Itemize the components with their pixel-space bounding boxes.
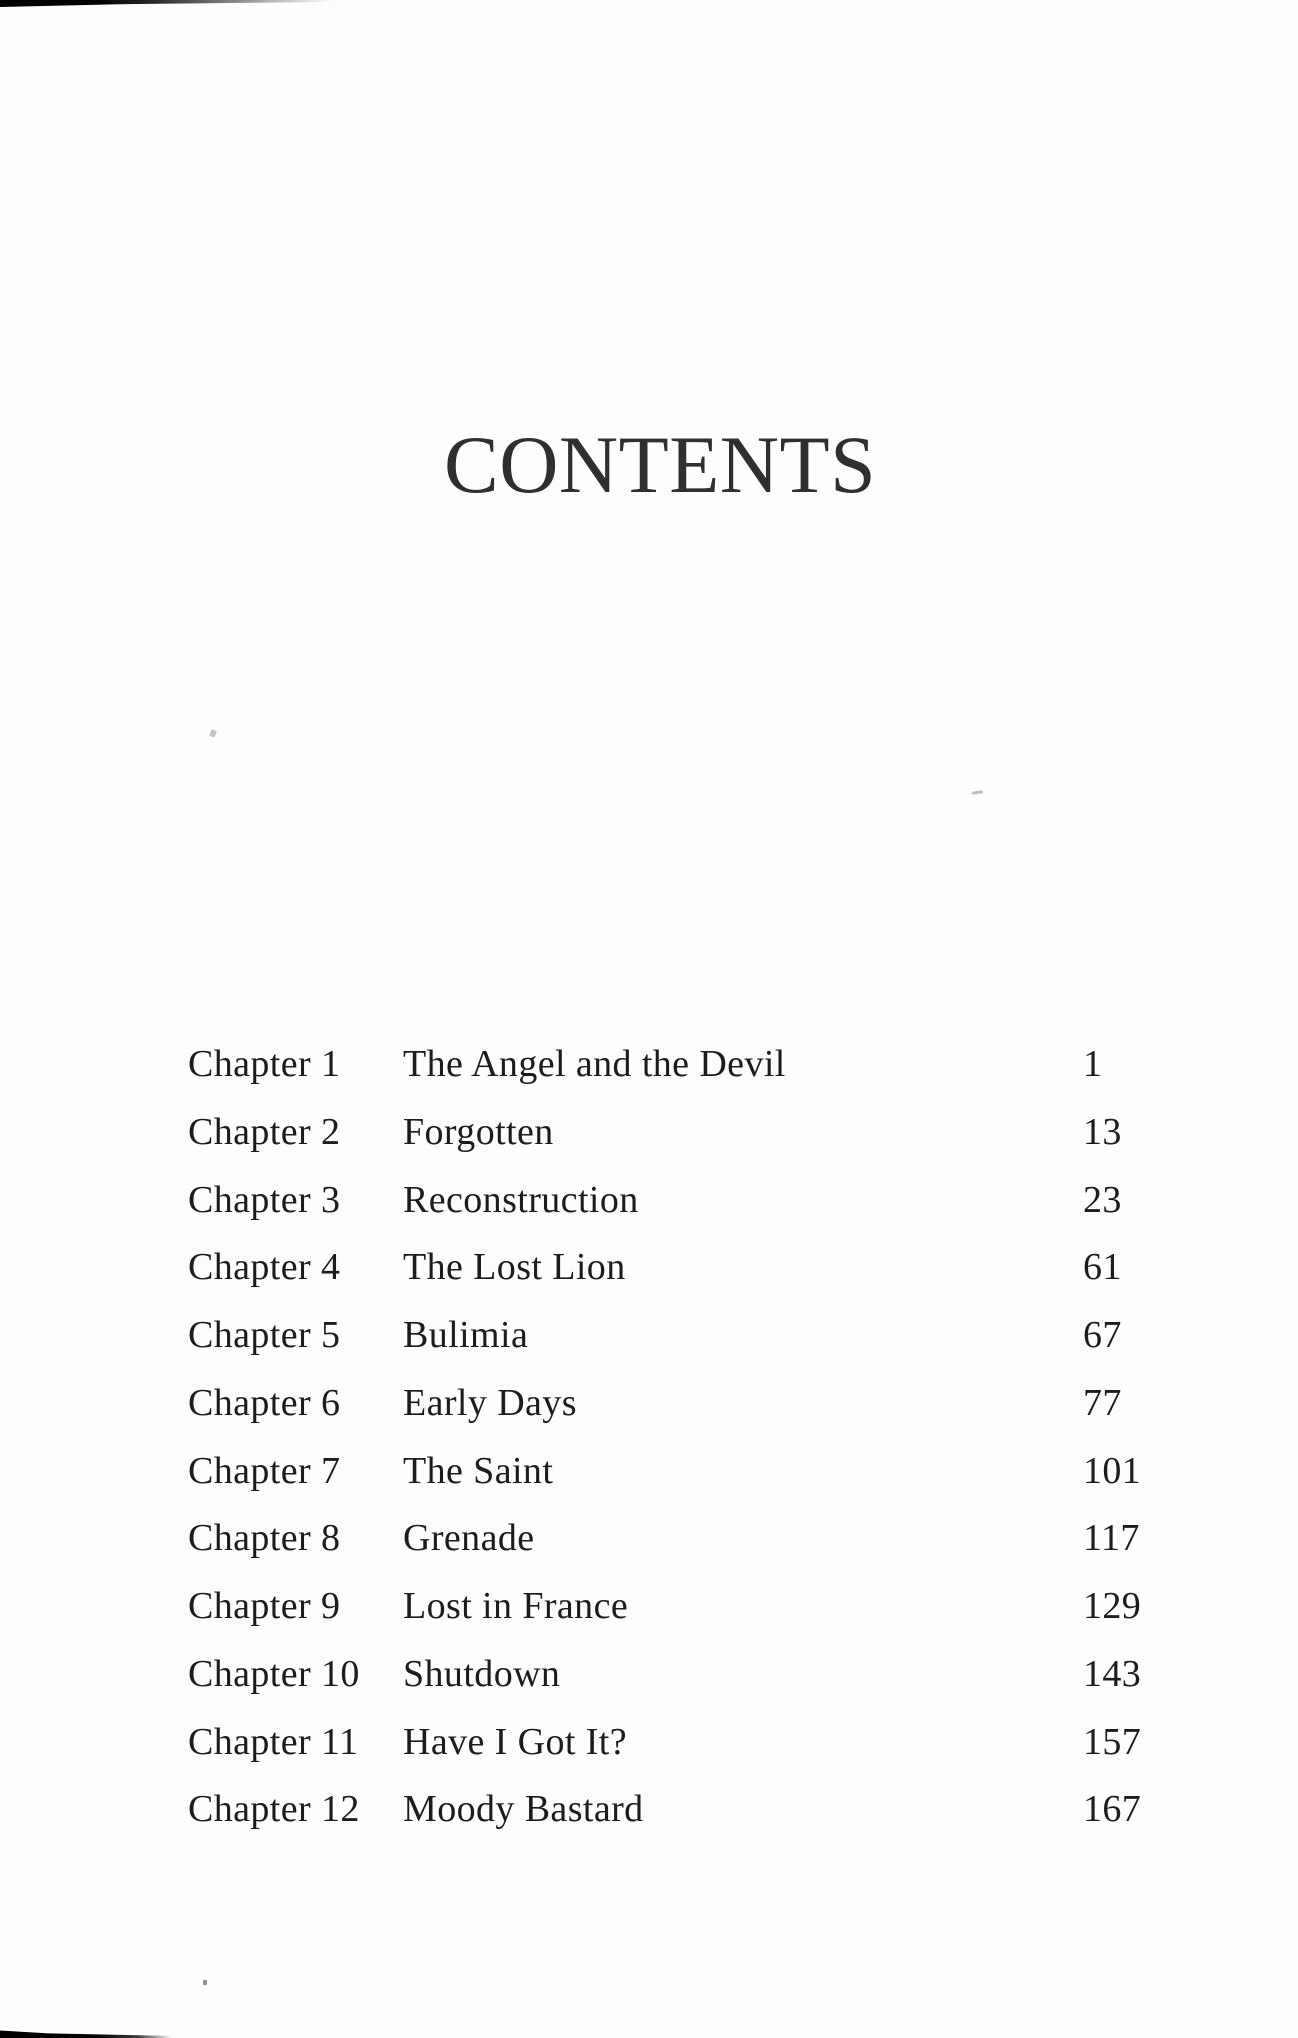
page-title: CONTENTS: [444, 419, 877, 510]
chapter-title: Moody Bastard: [403, 1788, 644, 1831]
chapter-label: Chapter 6: [188, 1381, 341, 1424]
chapter-page-number: 157: [1083, 1720, 1142, 1763]
scan-speck-artifact: [203, 1980, 207, 1985]
toc-entry: [188, 1776, 1163, 1844]
toc-entry: [188, 1031, 1163, 1099]
toc-entry: [188, 1302, 1163, 1370]
toc-entry: [188, 1505, 1163, 1573]
chapter-page-number: 117: [1083, 1517, 1140, 1560]
toc-entry: [188, 1641, 1163, 1709]
chapter-label: Chapter 7: [188, 1449, 341, 1492]
chapter-title: Shutdown: [403, 1652, 561, 1695]
chapter-page-number: 13: [1083, 1110, 1122, 1153]
chapter-title: Lost in France: [403, 1585, 629, 1627]
toc-entry: [188, 1099, 1163, 1167]
chapter-label: Chapter 9: [188, 1585, 341, 1627]
chapter-title: The Angel and the Devil: [403, 1043, 786, 1085]
chapter-page-number: 23: [1083, 1178, 1122, 1221]
scan-speck-artifact: [209, 729, 217, 738]
toc-entry: [188, 1438, 1163, 1506]
chapter-label: Chapter 5: [188, 1314, 341, 1356]
chapter-title: Reconstruction: [403, 1178, 639, 1221]
toc-entry: [188, 1167, 1163, 1235]
chapter-title: The Lost Lion: [403, 1246, 626, 1289]
chapter-page-number: 61: [1083, 1246, 1122, 1289]
chapter-label: Chapter 12: [188, 1788, 360, 1831]
chapter-page-number: 77: [1083, 1381, 1122, 1424]
chapter-page-number: 67: [1083, 1314, 1122, 1356]
chapter-title: Grenade: [403, 1517, 535, 1560]
toc-entry: [188, 1370, 1163, 1438]
chapter-page-number: 1: [1083, 1043, 1103, 1085]
table-of-contents: [188, 1031, 1163, 1844]
chapter-title: Have I Got It?: [403, 1720, 628, 1763]
chapter-label: Chapter 3: [188, 1178, 341, 1221]
toc-entry: [188, 1234, 1163, 1302]
scan-edge-artifact-bottom: [0, 2030, 172, 2038]
chapter-page-number: 143: [1083, 1652, 1142, 1695]
toc-entry: [188, 1573, 1163, 1641]
chapter-label: Chapter 4: [188, 1246, 341, 1289]
toc-entry: [188, 1709, 1163, 1777]
chapter-title: Forgotten: [403, 1110, 554, 1153]
scan-speck-artifact: [972, 790, 983, 795]
chapter-label: Chapter 1: [188, 1043, 341, 1085]
chapter-title: The Saint: [403, 1449, 554, 1492]
chapter-label: Chapter 8: [188, 1517, 341, 1560]
scan-edge-artifact-top: [0, 0, 332, 7]
chapter-label: Chapter 11: [188, 1720, 359, 1763]
chapter-label: Chapter 10: [188, 1652, 360, 1695]
chapter-title: Bulimia: [403, 1314, 529, 1356]
chapter-page-number: 101: [1083, 1449, 1142, 1492]
chapter-page-number: 167: [1083, 1788, 1142, 1831]
chapter-label: Chapter 2: [188, 1110, 341, 1153]
chapter-title: Early Days: [403, 1381, 577, 1424]
chapter-page-number: 129: [1083, 1585, 1142, 1627]
